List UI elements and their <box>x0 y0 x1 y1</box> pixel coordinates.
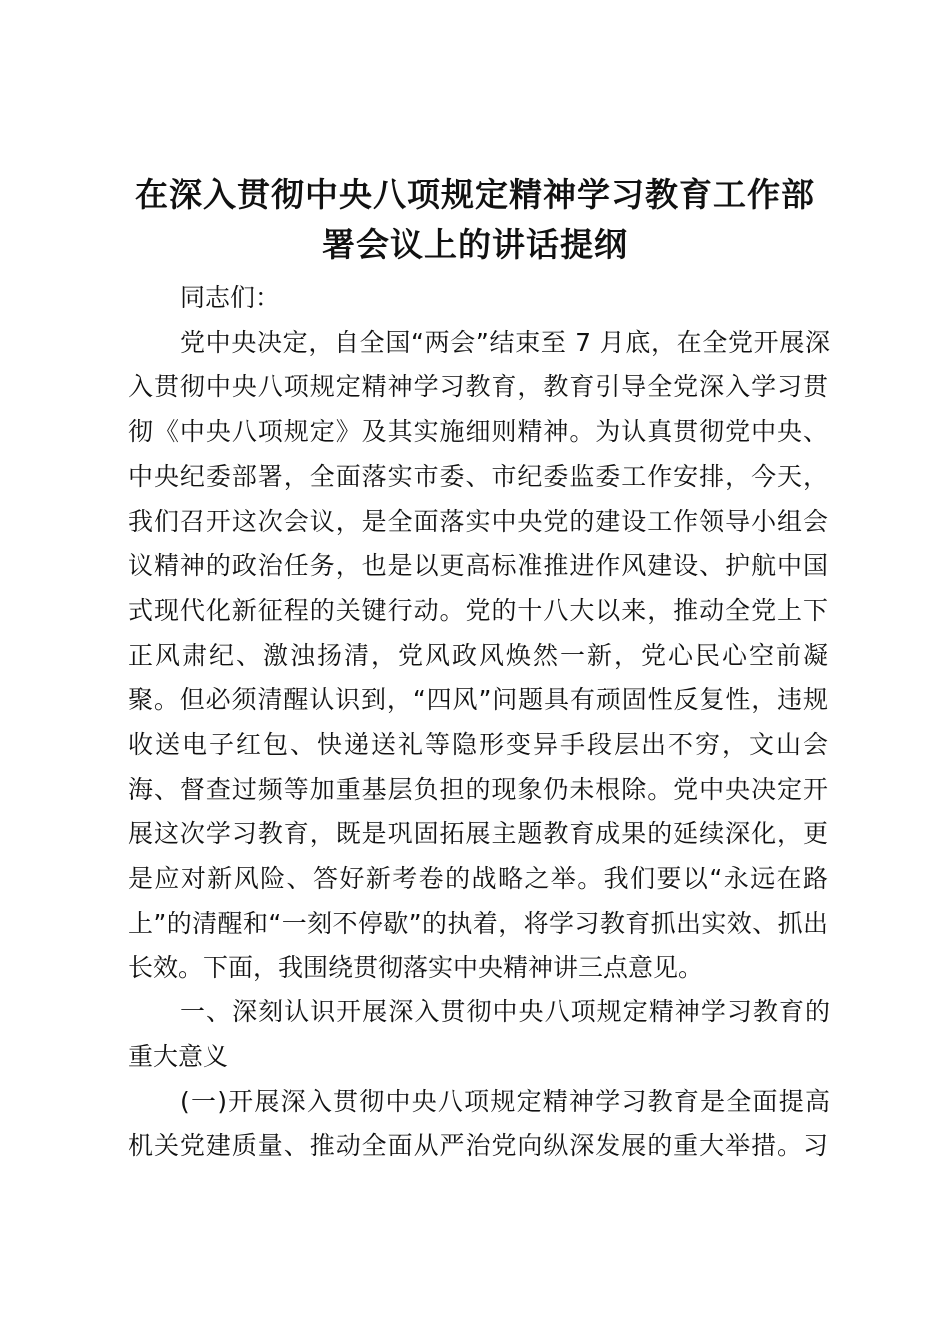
paragraph-line: 收送电子红包、快递送礼等隐形变异手段层出不穷，文山会 <box>128 730 828 759</box>
document-title <box>100 170 850 270</box>
subsection-line: 机关党建质量、推动全面从严治党向纵深发展的重大举措。习 <box>128 1131 828 1160</box>
paragraph-line: 入贯彻中央八项规定精神学习教育，教育引导全党深入学习贯 <box>128 372 828 401</box>
subsection-line: (一)开展深入贯彻中央八项规定精神学习教育是全面提高 <box>180 1087 830 1116</box>
paragraph-line: 海、督查过频等加重基层负担的现象仍未根除。党中央决定开 <box>128 775 828 804</box>
paragraph-line: 式现代化新征程的关键行动。党的十八大以来，推动全党上下 <box>128 596 828 625</box>
paragraph-line: 党中央决定，自全国“两会”结束至 7 月底，在全党开展深 <box>180 328 830 357</box>
paragraph-line: 长效。下面，我围绕贯彻落实中央精神讲三点意见。 <box>128 953 704 982</box>
paragraph-line: 上”的清醒和“一刻不停歇”的执着，将学习教育抓出实效、抓出 <box>128 909 828 938</box>
salutation: 同志们： <box>180 283 281 312</box>
paragraph-line: 中央纪委部署，全面落实市委、市纪委监委工作安排，今天， <box>128 462 828 491</box>
heading-line: 一、深刻认识开展深入贯彻中央八项规定精神学习教育的 <box>180 997 830 1026</box>
paragraph-line: 展这次学习教育，既是巩固拓展主题教育成果的延续深化，更 <box>128 819 828 848</box>
paragraph-line: 正风肃纪、激浊扬清，党风政风焕然一新，党心民心空前凝 <box>128 641 828 670</box>
title-line: 署会议上的讲话提纲 <box>322 225 628 264</box>
paragraph-line: 是应对新风险、答好新考卷的战略之举。我们要以“永远在路 <box>128 864 828 893</box>
paragraph-line: 我们召开这次会议，是全面落实中央党的建设工作领导小组会 <box>128 507 828 536</box>
paragraph-line: 彻《中央八项规定》及其实施细则精神。为认真贯彻党中央、 <box>128 417 828 446</box>
title-line: 在深入贯彻中央八项规定精神学习教育工作部 <box>135 175 815 214</box>
paragraph-line: 聚。但必须清醒认识到，“四风”问题具有顽固性反复性，违规 <box>128 685 828 714</box>
paragraph-line: 议精神的政治任务，也是以更高标准推进作风建设、护航中国 <box>128 551 828 580</box>
heading-line: 重大意义 <box>128 1042 229 1071</box>
